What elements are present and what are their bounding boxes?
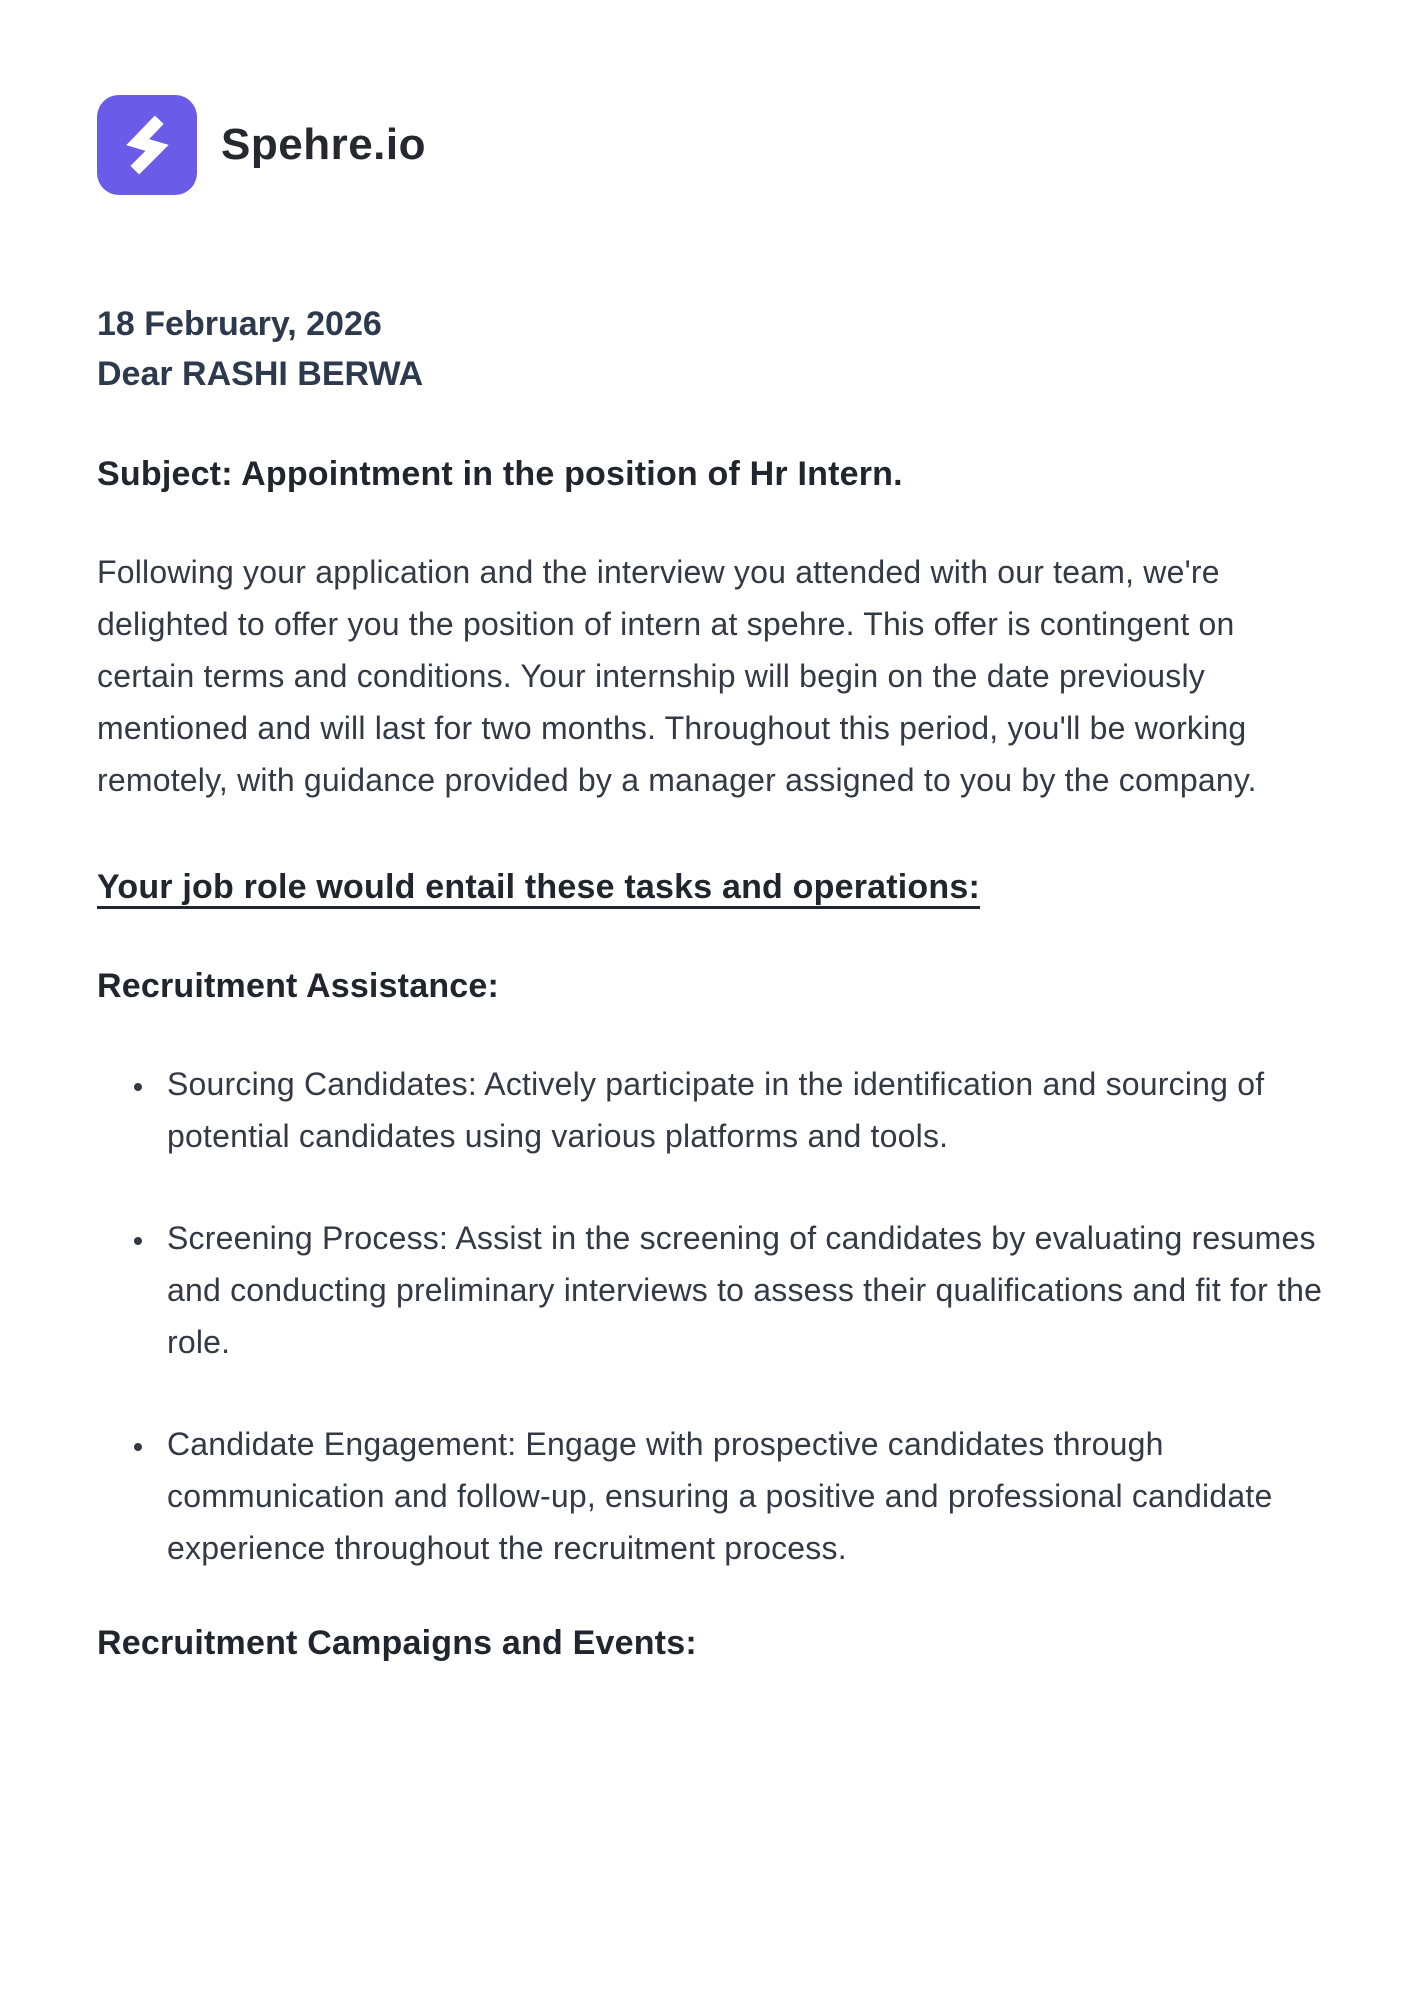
tasks-heading: Your job role would entail these tasks and operations: — [97, 868, 980, 906]
letter-greeting: Dear RASHI BERWA — [97, 355, 424, 393]
section-heading-recruitment-campaigns: Recruitment Campaigns and Events: — [97, 1624, 697, 1662]
bullet-sourcing-candidates: • Sourcing Candidates: Actively participate in the identification and sourcing of potential candidates using various platforms and tools. — [157, 1058, 1347, 1162]
brand-name: Spehre.io — [221, 120, 426, 169]
intro-paragraph: Following your application and the interview you attended with our team, we're delighted to offer you the position of intern at spehre. This offer is contingent on certain terms and conditions. Your internship will begin on the date previously mentioned and will last for two months. Throughout this period, you'll be working remotely, with guidance provided by a manager assigned to you by the company. — [97, 554, 1257, 798]
subject-line: Subject: Appointment in the position of Hr Intern. — [97, 455, 903, 493]
letter-date: 18 February, 2026 — [97, 305, 382, 343]
section-heading-recruitment-assistance: Recruitment Assistance: — [97, 967, 500, 1005]
spehre-logo-icon — [97, 95, 197, 195]
bullet-screening-process: • Screening Process: Assist in the screening of candidates by evaluating resumes and conducting preliminary interviews to assess their qualifications and fit for the role. — [157, 1212, 1347, 1368]
date-greeting-block — [97, 299, 1326, 399]
recruitment-assistance-bullet-list — [97, 1058, 1347, 1574]
bullet-candidate-engagement: • Candidate Engagement: Engage with prospective candidates through communication and follow-up, ensuring a positive and professional candidate experience throughout the recruitment process. — [157, 1418, 1347, 1574]
brand-header — [97, 95, 1326, 195]
